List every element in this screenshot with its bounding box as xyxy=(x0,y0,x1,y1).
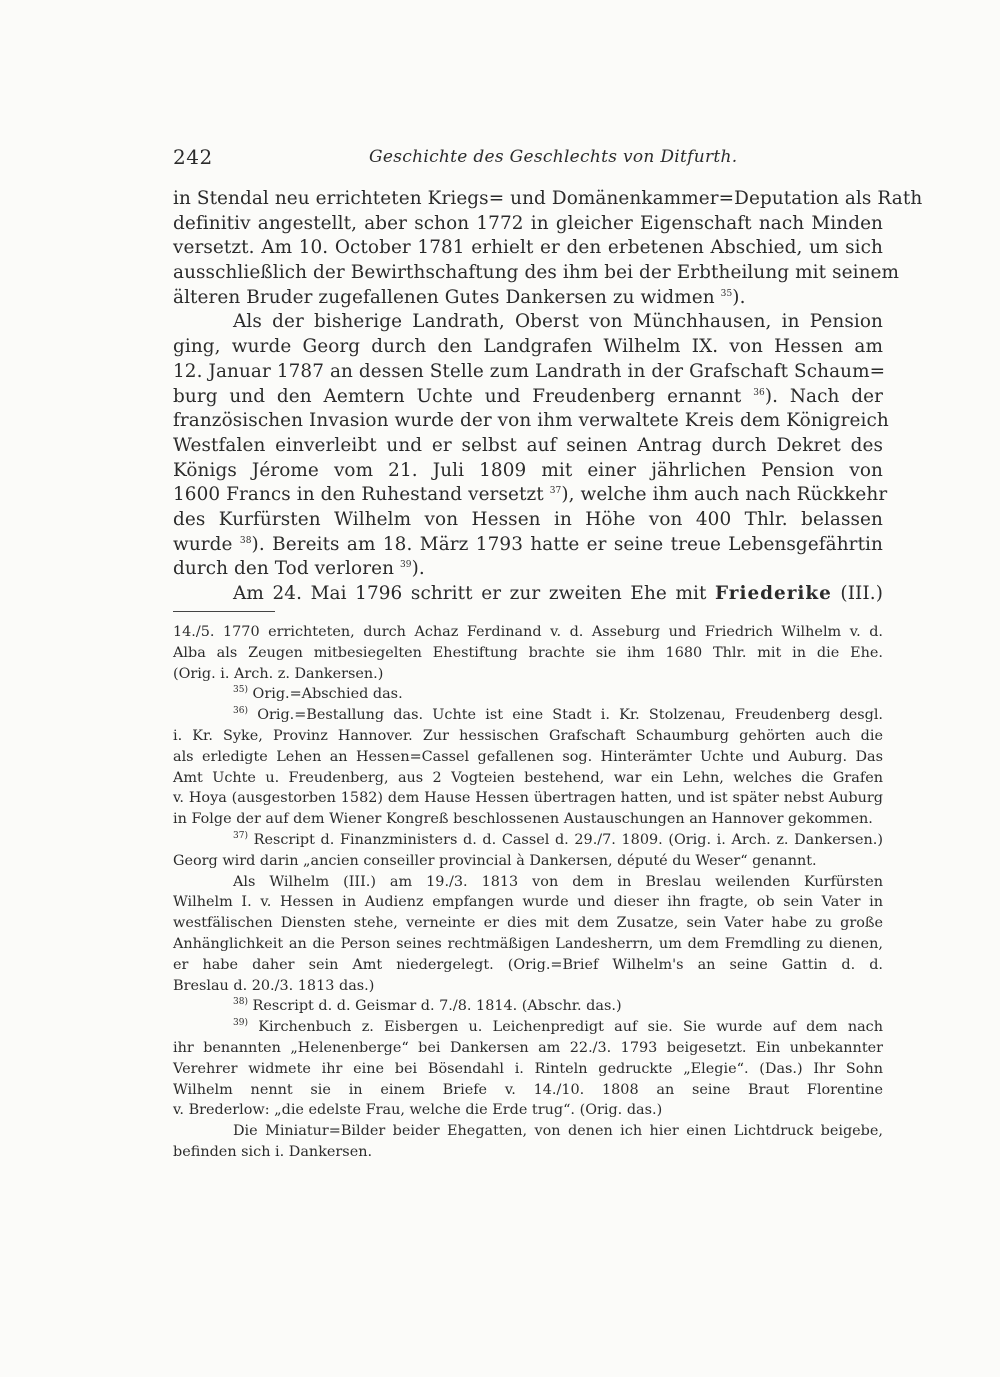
running-title: Geschichte des Geschlechts von Ditfurth. xyxy=(369,147,738,167)
footnote-ref: 35 xyxy=(720,288,733,299)
body-line: ausschließlich der Bewirthschaftung des ihm bei der Erbtheilung mit seinem xyxy=(173,262,900,284)
body-line: durch den Tod verloren $^{39}$). xyxy=(173,558,425,580)
footnote-line: Die Miniatur=Bilder beider Ehegatten, von denen ich hier einen Lichtdruck beigebe, xyxy=(233,1123,883,1140)
emphasized-name: Friederike xyxy=(715,583,832,604)
footnote-ref: 39 xyxy=(399,560,412,571)
footnote-line: $^{39)}$ Kirchenbuch z. Eisbergen u. Leichenpredigt auf sie. Sie wurde auf dem nach xyxy=(233,1018,884,1036)
footnote-line: er habe daher sein Amt niedergelegt. (Orig.=Brief Wilhelm's an seine Gattin d. d. xyxy=(173,956,883,973)
body-line: französischen Invasion wurde der von ihm verwaltete Kreis dem Königreich xyxy=(173,410,889,432)
footnote-line: befinden sich i. Dankersen. xyxy=(173,1143,373,1160)
body-line: älteren Bruder zugefallenen Gutes Dankersen zu widmen $^{35}$). xyxy=(173,286,746,308)
footnote-line: Breslau d. 20./3. 1813 das.) xyxy=(173,977,375,994)
footnote-line: $^{37)}$ Rescript d. Finanzministers d. d. Cassel d. 29./7. 1809. (Orig. i. Arch. z. Dankersen.) xyxy=(233,831,883,848)
footnote-line: i. Kr. Syke, Provinz Hannover. Zur hessischen Grafschaft Schaumburg gehörten auch die xyxy=(173,727,883,744)
body-line: wurde $^{38}$). Bereits am 18. März 1793 hatte er seine treue Lebensgefährtin xyxy=(173,533,883,555)
footnote-line: Alba als Zeugen mitbesiegelten Ehestiftung brachte sie ihm 1680 Thlr. mit in die Ehe. xyxy=(173,644,883,661)
body-line: 12. Januar 1787 an dessen Stelle zum Landrath in der Grafschaft Schaum= xyxy=(173,360,886,382)
body-line: versetzt. Am 10. October 1781 erhielt er den erbetenen Abschied, um sich xyxy=(173,237,883,259)
footnote-line: Georg wird darin „ancien conseiller provincial à Dankersen, député du Weser“ genannt. xyxy=(173,852,817,869)
footnote-line: v. Brederlow: „die edelste Frau, welche die Erde trug“. (Orig. das.) xyxy=(173,1102,663,1119)
body-line: Als der bisherige Landrath, Oberst von Münchhausen, in Pension xyxy=(233,311,883,333)
footnote-marker: 37) xyxy=(233,831,248,842)
footnote-line: $^{36)}$ Orig.=Bestallung das. Uchte ist eine Stadt i. Kr. Stolzenau, Freudenberg desgl. xyxy=(233,706,883,724)
footnote-marker: 39) xyxy=(233,1018,248,1029)
body-line: Königs Jérome vom 21. Juli 1809 mit einer jährlichen Pension von xyxy=(173,459,883,481)
footnote-marker: 38) xyxy=(233,997,248,1008)
footnote-line: in Folge der auf dem Wiener Kongreß beschlossenen Austauschungen an Hannover gekommen. xyxy=(173,811,873,828)
footnote-line: Wilhelm nennt sie in einem Briefe v. 14./10. 1808 an seine Braut Florentine xyxy=(173,1081,883,1098)
footnote-marker: 35) xyxy=(233,685,248,696)
footnote-line: Als Wilhelm (III.) am 19./3. 1813 von dem in Breslau weilenden Kurfürsten xyxy=(233,873,883,890)
body-line: des Kurfürsten Wilhelm von Hessen in Höhe von 400 Thlr. belassen xyxy=(173,508,883,530)
page-header xyxy=(173,145,883,175)
footnote-ref: 36 xyxy=(753,387,765,398)
page-number: 242 xyxy=(173,145,213,169)
footnote-line: Anhänglichkeit an die Person seines rechtmäßigen Landesherrn, um dem Fremdling zu dienen, xyxy=(173,935,883,952)
footnote-line: 14./5. 1770 errichteten, durch Achaz Ferdinand v. d. Asseburg und Friedrich Wilhelm v. d. xyxy=(173,624,883,640)
footnote-ref: 37 xyxy=(549,486,562,497)
footnote-line: als erledigte Lehen an Hessen=Cassel gefallenen sog. Hinterämter Uchte und Auburg. Das xyxy=(173,748,883,765)
footnote-line: $^{38)}$ Rescript d. d. Geismar d. 7./8. 1814. (Abschr. das.) xyxy=(233,997,622,1015)
body-line: Am 24. Mai 1796 schritt er zur zweiten Ehe mit Friederike (III.) xyxy=(233,583,884,604)
footnote-line: ihr benannten „Helenenberge“ bei Dankersen am 22./3. 1793 beigesetzt. Ein unbekannter xyxy=(173,1039,883,1056)
body-line: 1600 Francs in den Ruhestand versetzt $^{37}$), welche ihm auch nach Rückkehr xyxy=(173,484,888,506)
body-line: ging, wurde Georg durch den Landgrafen Wilhelm IX. von Hessen am xyxy=(173,336,883,358)
body-line: in Stendal neu errichteten Kriegs= und Domänenkammer=Deputation als Rath xyxy=(173,188,923,209)
body-line: definitiv angestellt, aber schon 1772 in gleicher Eigenschaft nach Minden xyxy=(173,212,883,234)
footnote-marker: 36) xyxy=(233,706,248,717)
footnote-line: (Orig. i. Arch. z. Dankersen.) xyxy=(173,665,384,682)
body-line: Westfalen einverleibt und er selbst auf seinen Antrag durch Dekret des xyxy=(173,434,883,456)
footnote-line: $^{35)}$ Orig.=Abschied das. xyxy=(233,685,403,703)
footnote-line: Verehrer widmete ihr eine bei Bösendahl i. Rinteln gedruckte „Elegie“. (Das.) Ihr Sohn xyxy=(173,1060,883,1077)
body-line: burg und den Aemtern Uchte und Freudenberg ernannt $^{36}$). Nach der xyxy=(173,385,883,407)
footnote-line: westfälischen Diensten stehe, verneinte er dies mit dem Zusatze, sein Vater habe zu große xyxy=(173,915,883,932)
footnote-ref: 38 xyxy=(239,535,252,546)
footnotes xyxy=(173,622,883,1163)
footnote-line: v. Hoya (ausgestorben 1582) dem Hause Hessen übertragen hatten, und ist später nebst Auburg xyxy=(173,790,883,807)
main-text xyxy=(173,187,923,607)
footnote-line: Amt Uchte u. Freudenberg, aus 2 Vogteien bestehend, war ein Lehn, welches die Grafen xyxy=(173,769,883,786)
footnote-line: Wilhelm I. v. Hessen in Audienz empfangen wurde und dieser ihn fragte, ob sein Vater in xyxy=(173,894,883,911)
footnote-separator xyxy=(173,611,275,612)
